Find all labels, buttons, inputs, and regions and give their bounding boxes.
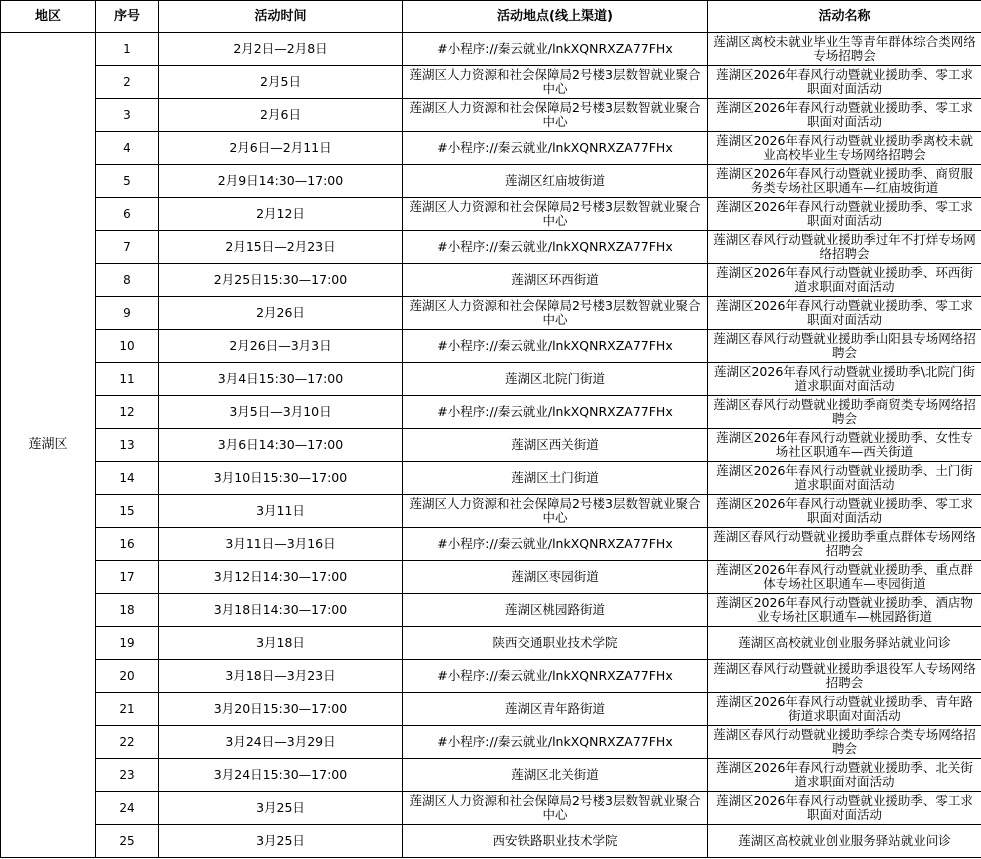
activity-name-cell: 莲湖区春风行动暨就业援助季山阳县专场网络招聘会 (708, 330, 981, 363)
activity-name-cell: 莲湖区春风行动暨就业援助季重点群体专场网络招聘会 (708, 528, 981, 561)
activity-name-cell: 莲湖区2026年春风行动暨就业援助季、零工求职面对面活动 (708, 495, 981, 528)
table-row (1, 132, 981, 165)
time-cell: 3月20日15:30—17:00 (159, 693, 403, 726)
place-cell: #小程序://秦云就业/lnkXQNRXZA77FHx (403, 330, 708, 363)
time-cell: 2月9日14:30—17:00 (159, 165, 403, 198)
table-row (1, 198, 981, 231)
table-row (1, 99, 981, 132)
seq-cell: 4 (96, 132, 159, 165)
place-cell: 莲湖区人力资源和社会保障局2号楼3层数智就业聚合中心 (403, 297, 708, 330)
place-cell: 西安铁路职业技术学院 (403, 825, 708, 858)
place-cell: #小程序://秦云就业/lnkXQNRXZA77FHx (403, 132, 708, 165)
seq-cell: 15 (96, 495, 159, 528)
table-body (1, 33, 981, 858)
seq-cell: 25 (96, 825, 159, 858)
time-cell: 2月15日—2月23日 (159, 231, 403, 264)
activity-name-cell: 莲湖区2026年春风行动暨就业援助季、重点群体专场社区职通车—枣园街道 (708, 561, 981, 594)
seq-cell: 10 (96, 330, 159, 363)
time-cell: 3月12日14:30—17:00 (159, 561, 403, 594)
time-cell: 2月6日 (159, 99, 403, 132)
place-cell: 莲湖区北关街道 (403, 759, 708, 792)
region-cell: 莲湖区 (1, 33, 96, 858)
table-row (1, 231, 981, 264)
time-cell: 2月6日—2月11日 (159, 132, 403, 165)
place-cell: 莲湖区人力资源和社会保障局2号楼3层数智就业聚合中心 (403, 495, 708, 528)
place-cell: 莲湖区西关街道 (403, 429, 708, 462)
header-row (1, 1, 981, 33)
seq-cell: 17 (96, 561, 159, 594)
seq-cell: 16 (96, 528, 159, 561)
seq-cell: 24 (96, 792, 159, 825)
activity-name-cell: 莲湖区春风行动暨就业援助季综合类专场网络招聘会 (708, 726, 981, 759)
seq-cell: 7 (96, 231, 159, 264)
table-row (1, 561, 981, 594)
activity-name-cell: 莲湖区2026年春风行动暨就业援助季、土门街道求职面对面活动 (708, 462, 981, 495)
place-cell: 莲湖区人力资源和社会保障局2号楼3层数智就业聚合中心 (403, 99, 708, 132)
activity-name-cell: 莲湖区2026年春风行动暨就业援助季、环西街道求职面对面活动 (708, 264, 981, 297)
seq-cell: 18 (96, 594, 159, 627)
activity-name-cell: 莲湖区2026年春风行动暨就业援助季、青年路街道求职面对面活动 (708, 693, 981, 726)
seq-cell: 12 (96, 396, 159, 429)
seq-cell: 8 (96, 264, 159, 297)
header-place: 活动地点(线上渠道) (403, 1, 708, 33)
time-cell: 3月24日—3月29日 (159, 726, 403, 759)
time-cell: 3月6日14:30—17:00 (159, 429, 403, 462)
table-row (1, 33, 981, 66)
table-row (1, 264, 981, 297)
table-row (1, 594, 981, 627)
seq-cell: 13 (96, 429, 159, 462)
table-row (1, 396, 981, 429)
seq-cell: 11 (96, 363, 159, 396)
table-row (1, 165, 981, 198)
activity-name-cell: 莲湖区2026年春风行动暨就业援助季、北关街道求职面对面活动 (708, 759, 981, 792)
place-cell: 莲湖区人力资源和社会保障局2号楼3层数智就业聚合中心 (403, 198, 708, 231)
activity-name-cell: 莲湖区2026年春风行动暨就业援助季离校未就业高校毕业生专场网络招聘会 (708, 132, 981, 165)
table-row (1, 462, 981, 495)
place-cell: 陕西交通职业技术学院 (403, 627, 708, 660)
place-cell: #小程序://秦云就业/lnkXQNRXZA77FHx (403, 660, 708, 693)
time-cell: 3月5日—3月10日 (159, 396, 403, 429)
activity-name-cell: 莲湖区高校就业创业服务驿站就业问诊 (708, 825, 981, 858)
time-cell: 3月18日—3月23日 (159, 660, 403, 693)
header-time: 活动时间 (159, 1, 403, 33)
seq-cell: 19 (96, 627, 159, 660)
table-row (1, 330, 981, 363)
activity-name-cell: 莲湖区春风行动暨就业援助季过年不打烊专场网络招聘会 (708, 231, 981, 264)
activity-name-cell: 莲湖区春风行动暨就业援助季退役军人专场网络招聘会 (708, 660, 981, 693)
place-cell: 莲湖区红庙坡街道 (403, 165, 708, 198)
table-row (1, 759, 981, 792)
table-row (1, 693, 981, 726)
time-cell: 2月26日 (159, 297, 403, 330)
time-cell: 2月5日 (159, 66, 403, 99)
seq-cell: 3 (96, 99, 159, 132)
place-cell: #小程序://秦云就业/lnkXQNRXZA77FHx (403, 33, 708, 66)
place-cell: #小程序://秦云就业/lnkXQNRXZA77FHx (403, 726, 708, 759)
time-cell: 3月25日 (159, 792, 403, 825)
table-row (1, 297, 981, 330)
place-cell: #小程序://秦云就业/lnkXQNRXZA77FHx (403, 528, 708, 561)
time-cell: 3月11日 (159, 495, 403, 528)
activity-name-cell: 莲湖区2026年春风行动暨就业援助季、女性专场社区职通车—西关街道 (708, 429, 981, 462)
time-cell: 2月2日—2月8日 (159, 33, 403, 66)
seq-cell: 5 (96, 165, 159, 198)
seq-cell: 23 (96, 759, 159, 792)
place-cell: 莲湖区环西街道 (403, 264, 708, 297)
seq-cell: 1 (96, 33, 159, 66)
activity-name-cell: 莲湖区离校未就业毕业生等青年群体综合类网络专场招聘会 (708, 33, 981, 66)
activity-name-cell: 莲湖区2026年春风行动暨就业援助季、商贸服务类专场社区职通车—红庙坡街道 (708, 165, 981, 198)
place-cell: 莲湖区人力资源和社会保障局2号楼3层数智就业聚合中心 (403, 66, 708, 99)
activity-name-cell: 莲湖区2026年春风行动暨就业援助季、零工求职面对面活动 (708, 66, 981, 99)
activity-name-cell: 莲湖区2026年春风行动暨就业援助季、零工求职面对面活动 (708, 792, 981, 825)
place-cell: 莲湖区人力资源和社会保障局2号楼3层数智就业聚合中心 (403, 792, 708, 825)
time-cell: 2月26日—3月3日 (159, 330, 403, 363)
header-region: 地区 (1, 1, 96, 33)
activity-name-cell: 莲湖区2026年春风行动暨就业援助季、酒店物业专场社区职通车—桃园路街道 (708, 594, 981, 627)
activity-name-cell: 莲湖区2026年春风行动暨就业援助季、零工求职面对面活动 (708, 99, 981, 132)
time-cell: 3月25日 (159, 825, 403, 858)
seq-cell: 20 (96, 660, 159, 693)
seq-cell: 22 (96, 726, 159, 759)
time-cell: 2月12日 (159, 198, 403, 231)
time-cell: 2月25日15:30—17:00 (159, 264, 403, 297)
activity-name-cell: 莲湖区2026年春风行动暨就业援助季、零工求职面对面活动 (708, 297, 981, 330)
table-row (1, 528, 981, 561)
time-cell: 3月10日15:30—17:00 (159, 462, 403, 495)
place-cell: 莲湖区土门街道 (403, 462, 708, 495)
header-seq: 序号 (96, 1, 159, 33)
place-cell: #小程序://秦云就业/lnkXQNRXZA77FHx (403, 396, 708, 429)
activity-name-cell: 莲湖区2026年春风行动暨就业援助季\北院门街道求职面对面活动 (708, 363, 981, 396)
table-row (1, 726, 981, 759)
seq-cell: 6 (96, 198, 159, 231)
place-cell: 莲湖区北院门街道 (403, 363, 708, 396)
place-cell: 莲湖区桃园路街道 (403, 594, 708, 627)
seq-cell: 14 (96, 462, 159, 495)
table-row (1, 792, 981, 825)
time-cell: 3月18日 (159, 627, 403, 660)
table-row (1, 429, 981, 462)
place-cell: 莲湖区枣园街道 (403, 561, 708, 594)
time-cell: 3月24日15:30—17:00 (159, 759, 403, 792)
place-cell: 莲湖区青年路街道 (403, 693, 708, 726)
seq-cell: 21 (96, 693, 159, 726)
place-cell: #小程序://秦云就业/lnkXQNRXZA77FHx (403, 231, 708, 264)
table-row (1, 627, 981, 660)
seq-cell: 9 (96, 297, 159, 330)
time-cell: 3月4日15:30—17:00 (159, 363, 403, 396)
table-row (1, 825, 981, 858)
activity-name-cell: 莲湖区2026年春风行动暨就业援助季、零工求职面对面活动 (708, 198, 981, 231)
time-cell: 3月18日14:30—17:00 (159, 594, 403, 627)
table-row (1, 66, 981, 99)
time-cell: 3月11日—3月16日 (159, 528, 403, 561)
table-row (1, 660, 981, 693)
table-row (1, 495, 981, 528)
header-name: 活动名称 (708, 1, 981, 33)
activity-name-cell: 莲湖区春风行动暨就业援助季商贸类专场网络招聘会 (708, 396, 981, 429)
activity-name-cell: 莲湖区高校就业创业服务驿站就业问诊 (708, 627, 981, 660)
seq-cell: 2 (96, 66, 159, 99)
table-row (1, 363, 981, 396)
